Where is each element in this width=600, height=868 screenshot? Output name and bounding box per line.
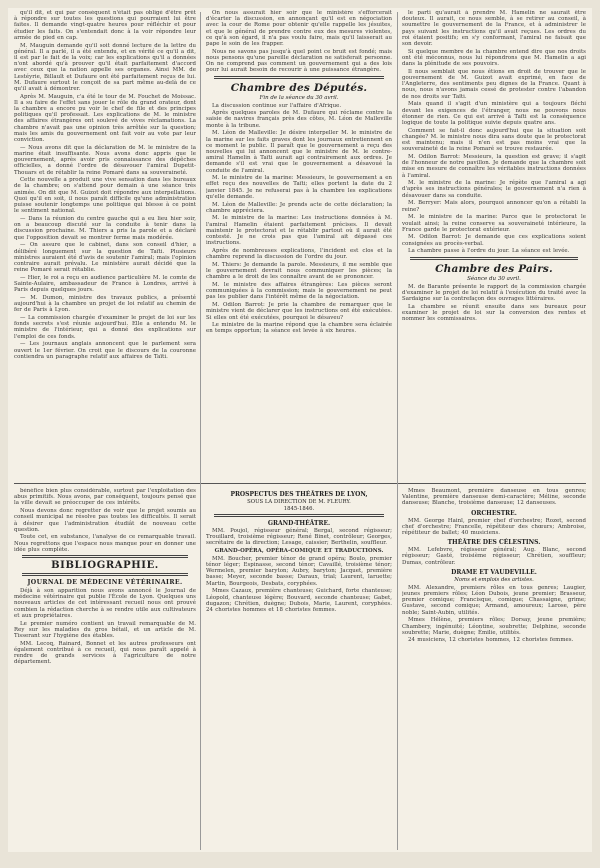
paragraph: Le premier numéro contient un travail remarquable de M. Rey sur les maladies du gros bétail, et un article de M. Tisserant sur l'hygiène des étables. (14, 620, 196, 639)
paragraph: GRAND-OPÉRA, OPÉRA-COMIQUE ET TRADUCTIONS. (214, 548, 384, 555)
paragraph: Déjà à son apparition nous avons annoncé le Journal de médecine vétérinaire qui publie l'École de Lyon. Quelques uns nouveaux articles de cet intéressant recueil nous ont prouvé combien la rédaction cherche à se rendre utile aux cultivateurs et aux propriétaires. (14, 588, 196, 619)
paragraph: le parti qu'aurait à prendre M. Hamelin ne saurait être douteux. Il aurait, ce nous semble, à se retirer au conseil, à soumettre le gouvernement de la France, et à administrer le pays suivant les instructions qu'il avait reçues. Les ordres du roi étaient positifs; en s'y conformant, l'amiral ne faisait que son devoir. (402, 10, 586, 48)
paragraph: La chambre passe à l'ordre du jour. La séance est levée. (408, 248, 570, 255)
paragraph: M. Léon de Malleville: Je prends acte de cette déclaration; la chambre appréciera. (206, 201, 392, 214)
paragraph: Mais quand il s'agit d'un ministère qui a toujours fléchi devant les exigences de l'étranger, nous ne pouvons nous étonner de rien. Ce qui est arrivé à Taïti est la conséquence logique de toute la politique suivie depuis quatre ans. (402, 101, 586, 126)
bibliography-text (14, 588, 196, 665)
theatre-continuation-section (402, 488, 586, 850)
newspaper-page (8, 8, 592, 852)
column-divider (397, 12, 398, 850)
column-2-session-text (206, 103, 392, 335)
paragraph: — Nous avons dit que la déclaration de M. le ministre de la marine était insuffisante. Nous avons donc appris que le gouvernement, après avoir pris connaissance des dépêches officielles, a donné l'ordre de désavouer l'amiral Dupetit-Thouars et de rétablir la reine Pomaré dans sa souveraineté. (14, 144, 196, 176)
theatre-heading: GRAND-THÉÂTRE. (267, 520, 331, 527)
paragraph: M. le ministre des affaires étrangères: Les pièces seront communiquées à la commission; mais le gouvernement ne peut pas les publier dans l'intérêt même de la négociation. (206, 282, 392, 301)
heading-rule (214, 514, 384, 517)
paragraph: MM. Boucher, premier ténor de grand opéra; Boulo, premier ténor léger; Espinasse, second ténor; Cavaillé, troisième ténor; Wermelen, premier baryton; Aubry, baryton; Jacquet, première basse; Meyer, seconde basse; Daraux, trial; Laurent, laruette; Martin, Bourgeois, Desbats, coryphées. (206, 555, 392, 587)
paragraph: — M. Dumon, ministre des travaux publics, a présenté aujourd'hui à la chambre un projet de loi relatif au chemin de fer de Paris à Lyon. (14, 294, 196, 314)
paragraph: Mmes Hélène, premiers rôles; Dorsay, jeune première; Chambery, ingénuité; Léontine, soubrette; Delphine, seconde soubrette; Marie, duègne; Émilie, utilités. (402, 617, 586, 636)
paragraph: M. le ministre de la marine: Parce que le protectorat le voulait ainsi; la reine conserve sa souveraineté intérieure, la France garde le protectorat extérieur. (402, 214, 586, 233)
theatre-continuation-text (402, 488, 586, 507)
paragraph: On nous assurait hier soir que le ministère s'efforcerait d'écarter la discussion, en annonçant qu'il est en négociation avec la cour de Rome pour obtenir qu'elle rappelle les jésuites, et que le général de prendre contre eux des mesures violentes, ce qu'à son égard, il n'a pas voulu faire, mais qu'il laisserait au pape le soin de les frapper. (206, 10, 392, 48)
paragraph: — On assure que le cabinet, dans son conseil d'hier, a délibéré longuement sur la question de Taïti. Plusieurs ministres auraient été d'avis de soutenir l'amiral; mais l'opinion contraire aurait prévalu. Le ministère aurait décidé que la reine Pomaré serait rétablie. (14, 242, 196, 274)
bottom-left-text (14, 488, 196, 553)
paragraph: MM. Alexandre, premiers rôles en tous genres; Laugier, jeunes premiers rôles; Léon Dubois, jeune premier; Brasseur, premier comique; Francisque, comique; Chassaigne, grime; Gustave, second comique; Armand, amoureux; Larose, père noble; Saint-Aubin, utilités. (402, 584, 586, 616)
paragraph: 24 musiciens, 12 choristes hommes, 12 choristes femmes. (408, 637, 574, 644)
paragraph: M. Odilon Barrot: Je prie la chambre de remarquer que le ministre vient de déclarer que les instructions ont été exécutées. Si elles ont été exécutées, pourquoi le désaveu? (206, 302, 392, 321)
celestins-heading: THÉÂTRE DES CÉLESTINS. (447, 539, 541, 547)
paragraph: La discussion continue sur l'affaire d'Afrique. (212, 102, 342, 109)
paragraph: — La commission chargée d'examiner le projet de loi sur les fonds secrets s'est réunie aujourd'hui. Elle a entendu M. le ministre de l'intérieur, qui a donné des explications sur l'emploi de ces fonds. (14, 315, 196, 340)
paragraph: Comment se fait-il donc aujourd'hui que la situation soit changée? M. le ministre nous dira sans doute que le protectorat est maintenu; mais il n'en est pas moins vrai que la souveraineté de la reine Pomaré se trouve restaurée. (402, 127, 586, 153)
bottom-left-section (14, 488, 196, 850)
paragraph: — Hier, le roi a reçu en audience particulière M. le comte de Sainte-Aulaire, ambassadeur de France à Londres, arrivé à Paris depuis quelques jours. (14, 274, 196, 294)
paragraph: M. le ministre de la marine: Messieurs, le gouvernement a en effet reçu des nouvelles de Taïti; elles portent la date du 2 janvier 1845. Je ne refuserai pas à la chambre les explications qu'elle demande. (206, 175, 392, 200)
paragraph: MM. Lefebvre, régisseur général; Aug. Blanc, second régisseur; Gasté, troisième régisseur; Chrétien, souffleur; Dumas, contrôleur. (402, 547, 586, 566)
column-3-session-text (402, 284, 586, 323)
paragraph: M. Mauguin demande qu'il soit donné lecture de la lettre du général. Il a parlé, il a été entendu, et en vérité ce qu'il a dit, il est par le fait de la voix; car les explications qu'il a données n'ont abordé qu'à prouver qu'il était parfaitement d'accord avec ceux que la nation appelle ses organes. Ainsi MM. de Lestéyrie, Billault et Dufaure ont été parfaitement reçus de lui. M. Dufaure surtout le conçoit de sa part même au-delà de ce qu'il avait à démontrer. (14, 42, 196, 92)
orchestra-heading: ORCHESTRE. (471, 509, 517, 517)
paragraph: M. Odilon Barrot: Messieurs, la question est grave; il s'agit de l'honneur de notre pavillon. Je demande que la chambre soit mise en mesure de connaître les véritables instructions données à l'amiral. (402, 153, 586, 179)
horizontal-divider (14, 483, 586, 484)
column-3-top-text (402, 10, 586, 255)
paragraph: MM. Lecoq, Rainard, Bonnet et les autres professeurs ont également contribué à ce recueil, qui nous paraît appelé à rendre de grands services à l'agriculture de notre département. (14, 640, 196, 666)
drame-text (402, 585, 586, 644)
prospectus-section (206, 488, 392, 850)
paragraph: Cette nouvelle a produit une vive sensation dans les bureaux de la chambre; on s'attend pour demain à une séance très animée. On dit que M. Guizot doit répondre aux interpellations. Quoi qu'il en soit, il nous paraît difficile qu'une administration puisse soutenir longtemps une politique qui blesse à ce point le sentiment national. (14, 177, 196, 215)
heading-rule (22, 573, 188, 576)
paragraph: Après de nombreuses explications, l'incident est clos et la chambre reprend la discussion de l'ordre du jour. (206, 248, 392, 261)
paragraph: qu'il dit, et qui par conséquent n'était pas obligé d'être prêt à répondre sur toutes les questions qui pourraient lui être faites. Il demande vingt-quatre heures pour réfléchir et pour étudier les faits. On s'entendait donc à la voir répondre leur armée de pied en cap. (14, 10, 196, 41)
paragraph: Après M. Mauguin, c'a été le tour de M. Fouchet de Moissac. Il a su faire de l'effet sans jouer le rôle du grand orateur, dont la chambre a encore pu voir le chef de file et des principes politiques qu'il professait. Les explications de M. le ministre des affaires étrangères ont soulevé de vives réclamations. La chambre n'avait pas une opinion très arrêtée sur la question; mais les amis du gouvernement ont fait voir au vote par leur conviction. (14, 93, 196, 144)
paragraph: bénéfice bien plus considérable, surtout par l'exploitation des abus primitifs. Nous avons, par conséquent, toujours pensé que la ville devait se préoccuper de ces intérêts. (14, 488, 196, 507)
paragraph: Après quelques paroles de M. Dufaure qui réclame contre la saisie de navires français près des côtes, M. Léon de Malleville monte à la tribune. (206, 110, 392, 129)
drame-heading: DRAME ET VAUDEVILLE. (451, 568, 537, 576)
paragraph: M. Odilon Barrot: Je demande que ces explications soient consignées au procès-verbal. (402, 234, 586, 247)
paragraph: M. Thiers: Je demande la parole. Messieurs, il me semble que le gouvernement devrait nous communiquer les pièces; la chambre a le droit de les connaître avant de se prononcer. (206, 261, 392, 281)
paragraph: M. le ministre de la marine: Les instructions données à M. l'amiral Hamelin étaient parfaitement précises. Il devait maintenir le protectorat et le rétablir partout où il aurait été contesté. Je ne crois pas que l'amiral ait dépassé ces instructions. (206, 215, 392, 247)
section-heading-deputes: Chambre des Députés. (230, 81, 368, 94)
heading-rule (22, 555, 188, 558)
column-1-text (14, 10, 196, 360)
section-subheading: Séance du 30 avril. (467, 275, 521, 282)
column-3 (402, 10, 586, 480)
paragraph: — Les journaux anglais annoncent que le parlement sera ouvert le 1er février. On croit que le discours de la couronne contiendra un paragraphe relatif aux affaires de Taïti. (14, 341, 196, 360)
paragraph: M. le ministre de la marine: Je répète que l'amiral a agi d'après ses instructions générales; le gouvernement n'a rien à désavouer dans sa conduite. (402, 180, 586, 199)
prospectus-direction: SOUS LA DIRECTION DE M. FLEURY. (247, 499, 351, 505)
paragraph: MM. George Hainl, premier chef d'orchestre; Rozet, second chef d'orchestre; Francelle, répétiteur des chœurs; Ambroise, répétiteur de ballet; 40 musiciens. (402, 517, 586, 537)
paragraph: MM. Poujol, régisseur général; Bergal, second régisseur; Trouillard, troisième régisseur; René Binet, contrôleur; Georges, secrétaire de la direction; Lesage, caissier; Berthelin, souffleur. (206, 528, 392, 547)
section-heading-pairs: Chambre des Pairs. (435, 262, 553, 275)
paragraph: Si quelque membre de la chambre entend dire que nos droits ont été méconnus, nous lui répondrons que M. Hamelin a agi dans la plénitude de ses pouvoirs. (402, 48, 586, 68)
paragraph: Le ministre de la marine répond que la chambre sera éclairée en temps opportun; la séance est levée à six heures. (206, 322, 392, 335)
prospectus-title: PROSPECTUS DES THÉÂTRES DE LYON, (230, 491, 368, 498)
column-2 (206, 10, 392, 480)
column-divider (200, 12, 201, 850)
column-1 (14, 10, 196, 480)
paragraph: M. Berryer: Mais alors, pourquoi annoncer qu'on a rétabli la reine? (402, 200, 586, 213)
paragraph: — Dans la réunion du centre gauche qui a eu lieu hier soir, on a beaucoup discuté sur la conduite à tenir dans la discussion prochaine. M. Thiers a pris la parole et a déclaré que l'opposition devait se montrer ferme mais modérée. (14, 216, 196, 241)
paragraph: Nous devons donc regretter de voir que le projet soumis au conseil municipal ne résolve pas toutes les difficultés. Il serait à désirer que l'administration étudiât de nouveau cette question. (14, 508, 196, 533)
paragraph: Mmes Beaumont, première danseuse en tous genres; Valentine, première danseuse demi-caractère; Méline, seconde danseuse; Blanche, troisième danseuse; 12 danseuses. (402, 488, 586, 507)
celestins-text (402, 547, 586, 566)
heading-rule (214, 76, 384, 79)
paragraph: M. Léon de Malleville: Je désire interpeller M. le ministre de la marine sur les faits graves dont les journaux entretiennent en ce moment le public. Il paraît que le gouvernement a reçu des nouvelles qui lui annoncent que le ministre de M. le contre-amiral Hamelin à Taïti aurait agi contrairement aux ordres. Je demande s'il est vrai que le gouvernement a désavoué la conduite de l'amiral. (206, 130, 392, 174)
column-2-top-text (206, 10, 392, 74)
theatre-text (206, 528, 392, 613)
bibliography-heading: BIBLIOGRAPHIE. (51, 560, 159, 572)
paragraph: Il nous semblait que nous étions en droit de trouver que le gouvernement de M. Guizot avait exprimé, en face de l'Angleterre, des sentiments peu dignes de la France. Quant à nous, nous n'avons jamais cessé de protester contre l'abandon de nos droits sur Taïti. (402, 68, 586, 100)
orchestra-text (402, 518, 586, 537)
paragraph: Toute cet, en substance, l'analyse de ce remarquable travail. Nous regrettons que l'espace nous manque pour en donner une idée plus complète. (14, 534, 196, 553)
paragraph: Nous ne savons pas jusqu'à quel point ce bruit est fondé; mais nous pensons qu'une pareille déclaration ne satisferait personne. On ne comprend pas comment un gouvernement qui a des lois pour lui aurait besoin de recourir à une puissance étrangère. (206, 48, 392, 74)
paragraph: La chambre se réunit ensuite dans ses bureaux pour examiner le projet de loi sur la conversion des rentes et nommer les commissaires. (402, 303, 586, 323)
drame-subheading: Noms et emplois des artistes. (454, 576, 534, 583)
paragraph: Mmes Cazaux, première chanteuse; Guichard, forte chanteuse; Léopold, chanteuse légère; Bouvard, seconde chanteuse; Gabet, dugazon; Chrétien, duègne; Dubois, Marie, Laurent, coryphées. 24 choristes hommes et 18 choristes femmes. (206, 588, 392, 613)
paragraph: M. de Barante présente le rapport de la commission chargée d'examiner le projet de loi relatif à l'exécution du traité avec la Sardaigne sur la contrefaçon des ouvrages littéraires. (402, 283, 586, 302)
bibliography-subheading: JOURNAL DE MÉDECINE VÉTÉRINAIRE. (27, 579, 183, 587)
prospectus-season: 1845-1846. (283, 506, 315, 512)
section-subheading: Fin de la séance du 30 avril. (259, 94, 339, 101)
heading-rule (410, 257, 578, 260)
